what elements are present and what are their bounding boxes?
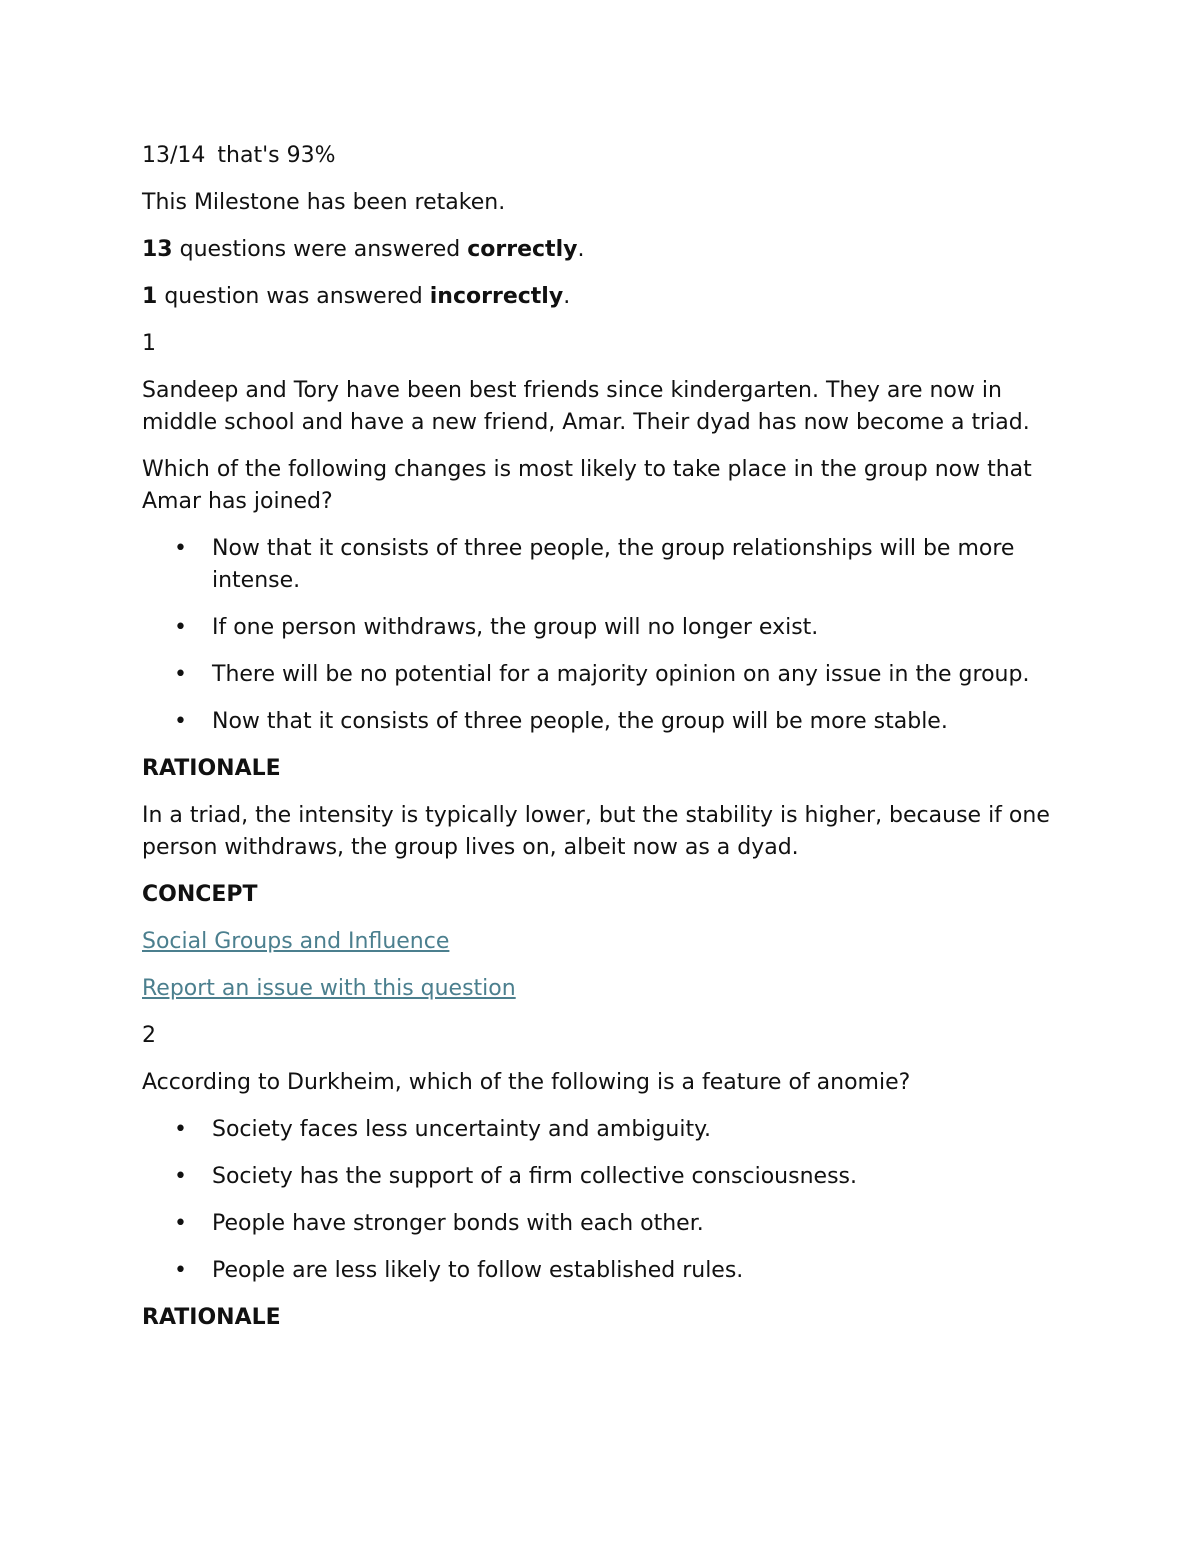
answer-option[interactable] (142, 533, 1057, 597)
bullet-icon: • (174, 1117, 187, 1142)
rationale-text: In a triad, the intensity is typically lower, but the stability is higher, because if one person withdraws, the group lives on, albeit now as a dyad. (142, 803, 1050, 860)
answer-option-text: Now that it consists of three people, the group relationships will be more intense. (212, 536, 1015, 593)
answer-option[interactable] (142, 612, 1057, 644)
answer-option[interactable] (142, 1208, 1057, 1240)
answer-option-text: Society faces less uncertainty and ambiguity. (212, 1117, 711, 1142)
document-page (142, 140, 1057, 1349)
correct-period: . (577, 237, 585, 262)
incorrect-summary (142, 281, 1057, 313)
incorrect-word: incorrectly (429, 284, 564, 309)
incorrect-period: . (563, 284, 571, 309)
concept-heading: CONCEPT (142, 882, 258, 907)
answer-options (142, 1114, 1057, 1287)
score-percent: that's 93% (217, 143, 336, 168)
correct-word: correctly (467, 237, 578, 262)
answer-option[interactable] (142, 1161, 1057, 1193)
score-line (142, 140, 1057, 172)
bullet-icon: • (174, 536, 187, 561)
correct-prefix: questions were answered (179, 237, 461, 262)
answer-option[interactable] (142, 1114, 1057, 1146)
bullet-icon: • (174, 709, 187, 734)
bullet-icon: • (174, 662, 187, 687)
concept-link-line (142, 926, 1057, 958)
incorrect-prefix: question was answered (164, 284, 423, 309)
answer-options (142, 533, 1057, 738)
correct-count: 13 (142, 237, 173, 262)
answer-option-text: People have stronger bonds with each other. (212, 1211, 704, 1236)
incorrect-count: 1 (142, 284, 158, 309)
question-scenario: Sandeep and Tory have been best friends since kindergarten. They are now in middle school and have a new friend, Amar. Their dyad has now become a triad. (142, 378, 1030, 435)
correct-summary (142, 234, 1057, 266)
retaken-notice: This Milestone has been retaken. (142, 190, 506, 215)
answer-option[interactable] (142, 706, 1057, 738)
concept-link[interactable]: Social Groups and Influence (142, 929, 450, 954)
bullet-icon: • (174, 1211, 187, 1236)
bullet-icon: • (174, 615, 187, 640)
answer-option-text: If one person withdraws, the group will no longer exist. (212, 615, 819, 640)
answer-option[interactable] (142, 1255, 1057, 1287)
answer-option[interactable] (142, 659, 1057, 691)
report-issue-link[interactable]: Report an issue with this question (142, 976, 516, 1001)
question-number: 2 (142, 1023, 156, 1048)
rationale-heading: RATIONALE (142, 756, 281, 781)
question-prompt: Which of the following changes is most likely to take place in the group now that Amar has joined? (142, 457, 1032, 514)
answer-option-text: Society has the support of a firm collective consciousness. (212, 1164, 857, 1189)
bullet-icon: • (174, 1258, 187, 1283)
answer-option-text: People are less likely to follow established rules. (212, 1258, 744, 1283)
score-value: 13/14 (142, 143, 206, 168)
bullet-icon: • (174, 1164, 187, 1189)
question-prompt: According to Durkheim, which of the following is a feature of anomie? (142, 1070, 911, 1095)
report-link-line (142, 973, 1057, 1005)
rationale-heading: RATIONALE (142, 1305, 281, 1330)
answer-option-text: There will be no potential for a majority opinion on any issue in the group. (212, 662, 1030, 687)
answer-option-text: Now that it consists of three people, the group will be more stable. (212, 709, 948, 734)
question-number: 1 (142, 331, 156, 356)
